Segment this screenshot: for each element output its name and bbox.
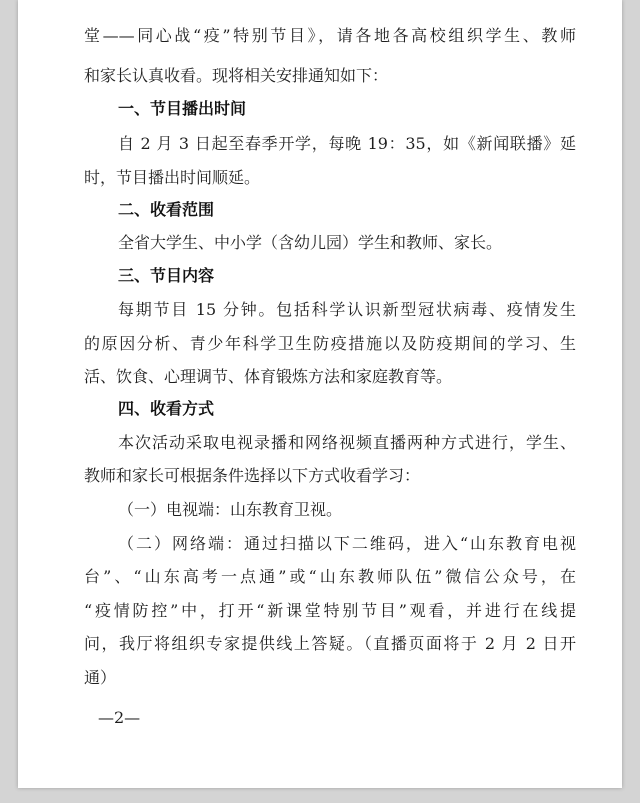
body-line-8: 活、饮食、心理调节、体育锻炼方法和家庭教育等。 (84, 367, 453, 386)
section-heading-4: 四、收看方式 (118, 399, 215, 418)
body-line-14: “疫情防控”中，打开“新课堂特别节目”观看，并进行在线提 (84, 601, 576, 620)
section-heading-2: 二、收看范围 (118, 200, 215, 219)
body-line-3: 自 2 月 3 日起至春季开学，每晚 19：35，如《新闻联播》延 (118, 134, 576, 153)
body-line-4: 时，节目播出时间顺延。 (84, 168, 261, 187)
body-line-6: 每期节目 15 分钟。包括科学认识新型冠状病毒、疫情发生 (118, 300, 576, 319)
body-line-5: 全省大学生、中小学（含幼儿园）学生和教师、家长。 (118, 233, 503, 252)
body-line-12: （二）网络端：通过扫描以下二维码，进入“山东教育电视 (118, 534, 576, 553)
section-heading-1: 一、节目播出时间 (118, 99, 247, 118)
body-line-11: （一）电视端：山东教育卫视。 (118, 500, 343, 519)
body-line-1: 堂——同心战“疫”特别节目》，请各地各高校组织学生、教师 (84, 26, 576, 45)
body-line-10: 教师和家长可根据条件选择以下方式收看学习： (84, 466, 421, 485)
body-line-15: 问，我厅将组织专家提供线上答疑。（直播页面将于 2 月 2 日开 (84, 634, 576, 653)
body-line-2: 和家长认真收看。现将相关安排通知如下： (84, 66, 389, 85)
body-line-7: 的原因分析、青少年科学卫生防疫措施以及防疫期间的学习、生 (84, 334, 576, 353)
page-number: —2— (98, 708, 141, 727)
section-heading-3: 三、节目内容 (118, 266, 215, 285)
body-line-9: 本次活动采取电视录播和网络视频直播两种方式进行，学生、 (118, 433, 576, 452)
body-line-16: 通） (84, 668, 117, 687)
body-line-13: 台”、“山东高考一点通”或“山东教师队伍”微信公众号，在 (84, 567, 576, 586)
document-page (18, 0, 622, 788)
